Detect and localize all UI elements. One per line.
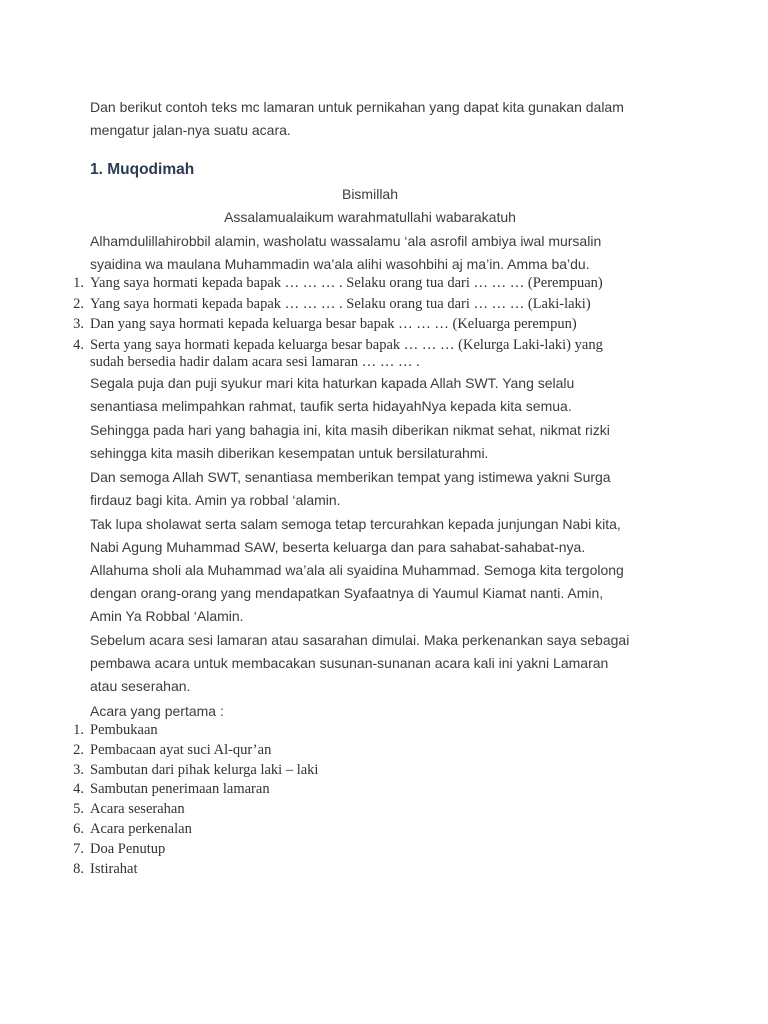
list-text: Serta yang saya hormati kepada keluarga besar bapak … … … (Kelurga Laki-laki) yang sudah bersedia hadir dalam acara sesi lamaran … … … . [90,336,603,370]
body-paragraph: Sebelum acara sesi lamaran atau sasarahan dimulai. Maka perkenankan saya sebagai pembawa acara untuk membacakan susunan-sunanan acara kali ini yakni Lamaran atau seserahan. [90,632,630,694]
opening-paragraph: Alhamdulillahirobbil alamin, washolatu wassalamu ‘ala asrofil ambiya iwal mursalin syaidina wa maulana Muhammadin wa’ala alihi wasohbihi aj ma’in. Amma ba’du. [90,233,602,272]
list-number: 7. [73,840,84,857]
agenda-list [73,722,690,880]
list-text: Acara seserahan [90,801,185,818]
list-item [73,722,690,739]
list-text: Sambutan dari pihak kelurga laki – laki [90,761,319,778]
list-text: Doa Penutup [90,840,166,857]
list-number: 8. [73,860,84,877]
list-number: 2. [73,741,84,758]
list-item [73,781,690,798]
list-number: 1. [73,275,84,291]
list-number: 1. [73,722,84,738]
body-paragraph: Tak lupa sholawat serta salam semoga tetap tercurahkan kepada junjungan Nabi kita, Nabi Agung Muhammad SAW, beserta keluarga dan para sahabat-sahabat-nya. [90,516,621,555]
list-item [73,860,690,878]
list-number: 3. [73,761,84,778]
list-number: 4. [73,781,84,798]
bismillah-line: Bismillah [341,186,398,202]
list-text: Yang saya hormati kepada bapak … … … . Selaku orang tua dari … … … (Perempuan) [90,275,603,291]
list-text: Istirahat [90,860,138,877]
agenda-intro: Acara yang pertama : [90,703,224,719]
list-text: Pembukaan [90,722,158,738]
intro-paragraph: Dan berikut contoh teks mc lamaran untuk pernikahan yang dapat kita gunakan dalam mengatur jalan-nya suatu acara. [90,99,624,138]
list-item [73,761,690,779]
section-title: 1. Muqodimah [90,161,195,178]
list-item [73,801,690,818]
body-paragraph: Sehingga pada hari yang bahagia ini, kita masih diberikan nikmat sehat, nikmat rizki sehingga kita masih diberikan kesempatan untuk bersilaturahmi. [90,422,610,461]
list-text: Yang saya hormati kepada bapak … … … . Selaku orang tua dari … … … (Laki-laki) [90,295,591,312]
list-text: Acara perkenalan [90,820,192,837]
list-text: Sambutan penerimaan lamaran [90,781,270,798]
list-item [73,840,690,858]
salam-line: Assalamualaikum warahmatullahi wabarakatuh [224,209,516,225]
list-item [73,741,690,759]
list-text: Pembacaan ayat suci Al-qur’an [90,741,272,758]
list-item [73,316,690,333]
body-paragraph: Dan semoga Allah SWT, senantiasa memberikan tempat yang istimewa yakni Surga firdauz bagi kita. Amin ya robbal ‘alamin. [90,469,611,508]
list-item [73,275,690,292]
list-item [73,820,690,838]
list-text: Dan yang saya hormati kepada keluarga besar bapak … … … (Keluarga perempun) [90,316,577,332]
body-paragraph: Segala puja dan puji syukur mari kita haturkan kapada Allah SWT. Yang selalu senantiasa melimpahkan rahmat, taufik serta hidayahNya kepada kita semua. [90,375,575,414]
list-number: 2. [73,295,84,312]
list-number: 5. [73,801,84,818]
body-paragraph: Allahuma sholi ala Muhammad wa’ala ali syaidina Muhammad. Semoga kita tergolong dengan orang-orang yang mendapatkan Syafaatnya di Yaumul Kiamat nanti. Amin, Amin Ya Robbal ‘Alamin. [90,562,624,624]
greetings-list [73,275,690,374]
list-number: 6. [73,820,84,837]
list-number: 3. [73,316,84,332]
list-item [73,336,690,371]
list-item [73,295,690,313]
list-number: 4. [73,336,84,353]
